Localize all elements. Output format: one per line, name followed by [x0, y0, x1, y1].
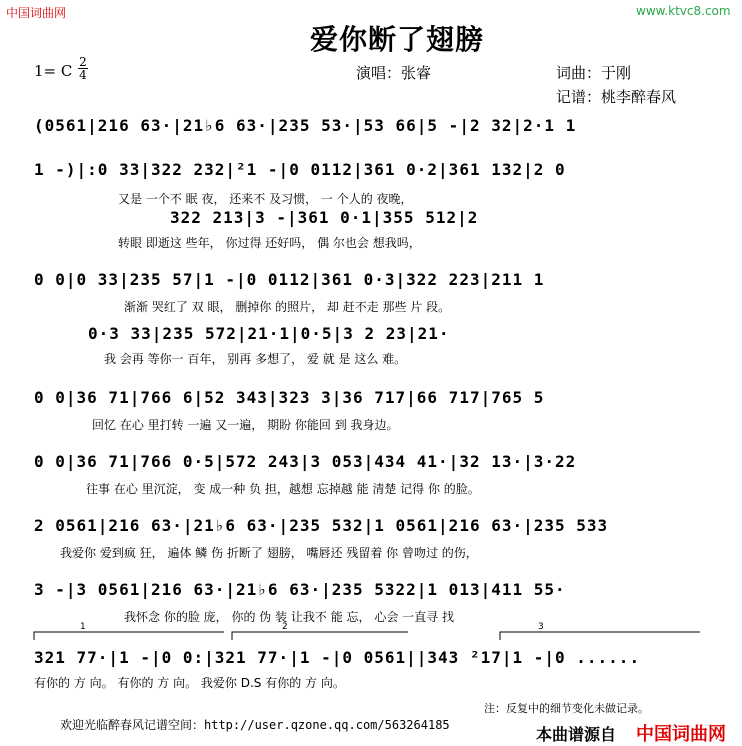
- time-signature-top: 2: [79, 55, 87, 69]
- song-title: 爱你断了翅膀: [310, 23, 485, 56]
- lyrics-row-9: 我怀念 你的脸 庞， 你的 伪 装 让我不 能 忘， 心会 一直寻 找: [124, 610, 454, 624]
- singer-credit: 演唱：张睿: [356, 64, 432, 82]
- score-row-4: 0 0|0 33|235 57|1 -|0 0112|361 0·3|322 223|211 1: [34, 270, 545, 289]
- volta-1-line: [34, 632, 224, 640]
- score-row-7: 0 0|36 71|766 0·5|572 243|3 053|434 41·|32 13·|3·22: [34, 452, 577, 471]
- transcription-note: 注：反复中的细节变化未做记录。: [484, 702, 649, 715]
- score-row-8: 2 0561|216 63·|21♭6 63·|235 532|1 0561|216 63·|235 533: [34, 516, 609, 535]
- composer-credit: 词曲：于刚: [556, 64, 632, 82]
- source-site-logo: 中国词曲网: [636, 724, 726, 745]
- volta-3-number: 3: [538, 622, 544, 632]
- score-row-6: 0 0|36 71|766 6|52 343|323 3|36 717|66 717|765 5: [34, 388, 545, 407]
- lyrics-row-10: 有你的 方 向。 有你的 方 向。 我爱你 D.S 有你的 方 向。: [34, 676, 345, 690]
- score-row-9: 3 -|3 0561|216 63·|21♭6 63·|235 5322|1 013|411 55·: [34, 580, 566, 599]
- lyrics-row-2: 又是 一个不 眠 夜， 还来不 及习惯， 一 个人的 夜晚，: [118, 192, 413, 206]
- source-label: 本曲谱源自: [536, 725, 617, 744]
- transcriber-credit: 记谱：桃李醉春风: [556, 88, 677, 106]
- key-signature: 1= C: [34, 62, 73, 80]
- volta-3-line: [500, 632, 700, 640]
- score-row-2: 1 -)|:0 33|322 232|²1 -|0 0112|361 0·2|361 132|2 0: [34, 160, 566, 179]
- lyrics-row-3: 转眼 即逝这 些年， 你过得 还好吗， 偶 尔也会 想我吗，: [118, 236, 421, 250]
- volta-1-number: 1: [80, 622, 86, 632]
- lyrics-row-4: 渐渐 哭红了 双 眼， 删掉你 的照片， 却 赶不走 那些 片 段。: [124, 300, 451, 314]
- lyrics-row-6: 回忆 在心 里打转 一遍 又一遍， 期盼 你能回 到 我身边。: [92, 418, 399, 432]
- welcome-link-text: 欢迎光临醉春风记谱空间：http://user.qzone.qq.com/563264185: [60, 718, 450, 732]
- score-row-1: (0561|216 63·|21♭6 63·|235 53·|53 66|5 -|2 32|2·1 1: [34, 116, 577, 135]
- score-row-5: 0·3 33|235 572|21·1|0·5|3 2 23|21·: [88, 324, 450, 343]
- lyrics-row-8: 我爱你 爱到疯 狂， 遍体 鳞 伤 折断了 翅膀， 嘴唇还 残留着 你 曾吻过 的伤，: [60, 546, 478, 560]
- site-watermark-right: www.ktvc8.com: [636, 4, 731, 18]
- volta-2-line: [232, 632, 408, 640]
- time-signature-bottom: 4: [79, 68, 87, 82]
- lyrics-row-5: 我 会再 等你一 百年， 别再 多想了， 爱 就 是 这么 难。: [104, 352, 407, 366]
- score-row-10: 321 77·|1 -|0 0:|321 77·|1 -|0 0561||343 ²17|1 -|0 ......: [34, 648, 641, 667]
- site-watermark-left: 中国词曲网: [6, 6, 67, 20]
- volta-2-number: 2: [282, 622, 288, 632]
- lyrics-row-7: 往事 在心 里沉淀， 变 成一种 负 担，越想 忘掉越 能 清楚 记得 你 的脸。: [86, 482, 480, 496]
- score-row-3: 322 213|3 -|361 0·1|355 512|2: [170, 208, 479, 227]
